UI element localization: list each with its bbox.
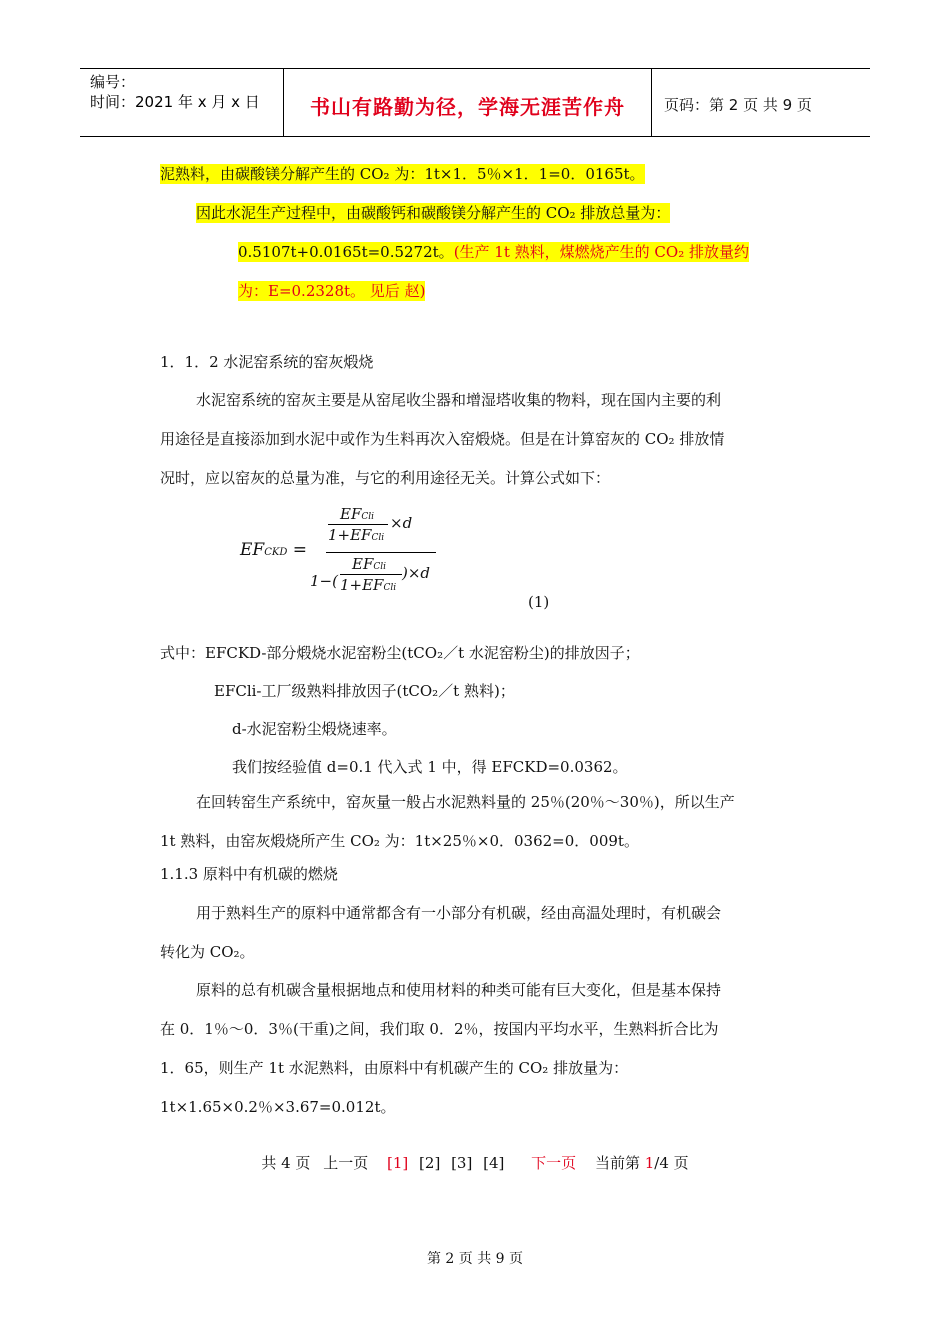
paragraph-2-line-1: 在回转窑生产系统中，窑灰量一般占水泥熟料量的 25％(20％～30％)，所以生产: [196, 793, 735, 811]
equation-number: (1): [528, 593, 550, 611]
section-heading-1-1-2: 1．1．2 水泥窑系统的窑灰煅烧: [160, 353, 374, 371]
paragraph-3-line-1: 用于熟料生产的原料中通常都含有一小部分有机碳，经由高温处理时，有机碳会: [196, 904, 722, 922]
paragraph-4-line-4: 1t×1.65×0.2％×3.67=0.012t。: [160, 1098, 396, 1116]
paragraph-1-line-2: 用途径是直接添加到水泥中或作为生料再次入窑煅烧。但是在计算窑灰的 CO₂ 排放情: [160, 430, 725, 448]
pager-current-prefix: 当前第: [594, 1154, 645, 1172]
where-line-4: 我们按经验值 d=0.1 代入式 1 中，得 EFCKD=0.0362。: [232, 758, 628, 776]
pager-current-number: 1: [644, 1154, 655, 1172]
paragraph-4-line-1: 原料的总有机碳含量根据地点和使用材料的种类可能有巨大变化，但是基本保持: [196, 981, 722, 999]
header-page-cell: [652, 69, 870, 136]
pager-next-link[interactable]: 下一页: [531, 1154, 577, 1172]
where-line-1: 式中：EFCKD-部分煅烧水泥窑粉尘(tCO₂／t 水泥窑粉尘)的排放因子；: [160, 644, 640, 662]
paragraph-4-line-3: 1．65，则生产 1t 水泥熟料，由原料中有机碳产生的 CO₂ 排放量为：: [160, 1059, 629, 1077]
pager-total: 共 4 页: [261, 1154, 311, 1172]
slogan: 书山有路勤为径，学海无涯苦作舟: [310, 95, 625, 119]
pager-page-3-link[interactable]: [3]: [451, 1154, 473, 1172]
text-line-2: 因此水泥生产过程中，由碳酸钙和碳酸镁分解产生的 CO₂ 排放总量为：: [196, 204, 671, 222]
red-note: (生产 1t 熟料，煤燃烧产生的 CO₂ 排放量约: [453, 243, 749, 261]
where-line-3: d-水泥窑粉尘煅烧速率。: [232, 720, 397, 738]
paragraph-1-line-3: 况时，应以窑灰的总量为准，与它的利用途径无关。计算公式如下：: [160, 469, 611, 487]
page-header: [80, 68, 870, 137]
header-slogan-cell: [284, 69, 652, 136]
pager-prev-link[interactable]: 上一页: [323, 1154, 369, 1172]
header-meta-cell: [80, 69, 284, 136]
pager-page-4-link[interactable]: [4]: [483, 1154, 505, 1172]
paragraph-1-line-1: 水泥窑系统的窑灰主要是从窑尾收尘器和增湿塔收集的物料，现在国内主要的利: [196, 391, 722, 409]
page-footer: 第 2 页 共 9 页: [426, 1251, 524, 1267]
text-line-4: 为：E=0.2328t。 见后 赵): [238, 282, 426, 300]
formula-ef-ckd: EFCKD = EFCli 1+EFCli ×d 1−( EFCli 1+EFCli )×d: [240, 500, 490, 610]
text-line-3: [238, 242, 749, 262]
pager-page-2-link[interactable]: [2]: [419, 1154, 441, 1172]
where-line-2: EFCli-工厂级熟料排放因子(tCO₂／t 熟料)；: [214, 682, 515, 700]
paragraph-3-line-2: 转化为 CO₂。: [160, 943, 255, 961]
paragraph-4-line-2: 在 0．1％～0．3％(干重)之间，我们取 0．2％，按国内平均水平，生熟料折合比为: [160, 1020, 719, 1038]
pagination: [0, 1152, 950, 1173]
pager-current-suffix: /4 页: [654, 1154, 689, 1172]
text-line-1: 泥熟料，由碳酸镁分解产生的 CO₂ 为：1t×1．5％×1．1=0．0165t。: [160, 165, 645, 183]
paragraph-2-line-2: 1t 熟料，由窑灰煅烧所产生 CO₂ 为：1t×25％×0．0362=0．009t。: [160, 832, 639, 850]
total-co2-value: 0.5107t+0.0165t=0.5272t。: [238, 243, 454, 261]
page-number-label: 页码：第 2 页 共 9 页: [664, 96, 812, 114]
pager-page-1-link[interactable]: [1]: [387, 1154, 409, 1172]
section-heading-1-1-3: 1.1.3 原料中有机碳的燃烧: [160, 865, 338, 883]
doc-number-label: 编号：: [90, 73, 136, 91]
doc-time-label: 时间：2021 年 x 月 x 日: [90, 93, 260, 111]
